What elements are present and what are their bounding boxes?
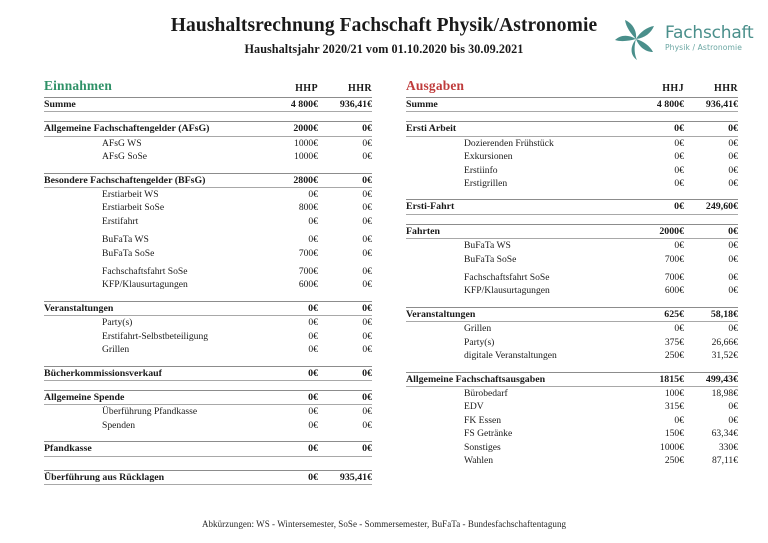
table-row xyxy=(406,164,738,177)
income-row-label: KFP/Klausurtagungen xyxy=(102,279,188,291)
logo-name: Fachschaft xyxy=(665,22,754,43)
income-row-label: Grillen xyxy=(102,344,130,356)
income-row-label: Summe xyxy=(44,99,76,110)
expense-row-value-1: 250€ xyxy=(664,454,684,466)
expense-row-value-1: 0€ xyxy=(674,240,684,252)
table-row xyxy=(406,427,738,440)
table-row xyxy=(406,441,738,454)
expense-row-value-1: 0€ xyxy=(674,137,684,149)
expense-row-value-2: 0€ xyxy=(728,401,738,413)
table-row xyxy=(406,414,738,427)
table-row xyxy=(406,373,738,386)
expense-row-value-1: 0€ xyxy=(674,414,684,426)
income-row-label: Spenden xyxy=(102,419,136,431)
table-row xyxy=(406,336,738,349)
table-row xyxy=(44,343,372,356)
expense-row-label: Erstiinfo xyxy=(464,164,498,176)
expense-row-label: FS Getränke xyxy=(464,428,513,440)
expense-row-label: BuFaTa SoSe xyxy=(464,253,517,265)
expense-row-label: Party(s) xyxy=(464,336,495,348)
income-col-hhr: HHR xyxy=(348,83,372,94)
row-spacer xyxy=(44,381,372,390)
income-row-label: Erstifahrt-Selbstbeteiligung xyxy=(102,330,209,342)
table-row xyxy=(44,316,372,329)
income-row-value-1: 0€ xyxy=(308,443,318,455)
expense-row-value-1: 0€ xyxy=(674,323,684,335)
income-row-label: Bücherkommissionsverkauf xyxy=(44,367,162,379)
income-header-row xyxy=(44,78,372,97)
expense-row-label: EDV xyxy=(464,401,484,413)
expense-row-value-2: 0€ xyxy=(728,285,738,297)
expense-row-value-2: 0€ xyxy=(728,225,738,237)
expense-rows xyxy=(406,97,738,467)
row-spacer xyxy=(44,432,372,441)
row-spacer xyxy=(406,363,738,372)
expense-row-label: Bürobedarf xyxy=(464,387,508,399)
row-spacer xyxy=(44,164,372,173)
expense-row-label: Allgemeine Fachschaftsausgaben xyxy=(406,373,546,385)
income-row-label: Besondere Fachschaftengelder (BFsG) xyxy=(44,174,206,186)
income-row-label: BuFaTa WS xyxy=(102,234,149,246)
document-header xyxy=(0,0,768,70)
income-row-label: Party(s) xyxy=(102,317,133,329)
expense-row-value-2: 0€ xyxy=(728,178,738,190)
expense-row-label: Ersti-Fahrt xyxy=(406,201,455,213)
income-row-value-2: 0€ xyxy=(362,266,372,278)
income-row-value-2: 0€ xyxy=(362,317,372,329)
table-row xyxy=(44,188,372,201)
table-row xyxy=(406,253,738,266)
income-row-value-2: 0€ xyxy=(362,367,372,379)
table-row xyxy=(44,233,372,246)
expense-row-value-2: 18,98€ xyxy=(711,387,738,399)
footer-note: Abkürzungen: WS - Wintersemester, SoSe - Sommersemester, BuFaTa - Bundesfachschaftentagung xyxy=(201,519,567,529)
income-rows xyxy=(44,97,372,485)
income-row-label: Veranstaltungen xyxy=(44,302,114,314)
table-row xyxy=(44,405,372,418)
table-row xyxy=(44,215,372,228)
table-row xyxy=(44,247,372,260)
expense-row-value-2: 87,11€ xyxy=(711,454,738,466)
table-row xyxy=(44,302,372,315)
table-row xyxy=(44,367,372,380)
income-row-value-2: 0€ xyxy=(362,344,372,356)
income-row-label: Allgemeine Fachschaftengelder (AFsG) xyxy=(44,123,210,135)
expense-row-value-1: 315€ xyxy=(664,401,684,413)
income-row-value-1: 800€ xyxy=(298,202,318,214)
expense-row-label: Fachschaftsfahrt SoSe xyxy=(464,272,550,284)
expense-row-value-1: 0€ xyxy=(674,201,684,213)
expense-row-value-1: 0€ xyxy=(674,178,684,190)
income-row-value-1: 0€ xyxy=(308,391,318,403)
expense-row-value-2: 499,43€ xyxy=(705,373,738,385)
income-row-value-1: 0€ xyxy=(308,330,318,342)
income-row-value-1: 0€ xyxy=(308,344,318,356)
expense-row-label: Summe xyxy=(406,99,438,110)
income-row-value-1: 1000€ xyxy=(294,137,318,149)
expense-row-value-2: 63,34€ xyxy=(711,428,738,440)
table-row xyxy=(44,122,372,135)
table-row xyxy=(44,442,372,455)
income-row-value-1: 700€ xyxy=(298,266,318,278)
table-row xyxy=(406,200,738,213)
expense-row-label: Veranstaltungen xyxy=(406,308,476,320)
page-subtitle: Haushaltsjahr 2020/21 vom 01.10.2020 bis 30.09.2021 xyxy=(244,42,524,57)
row-spacer xyxy=(44,457,372,470)
income-row-value-2: 0€ xyxy=(362,215,372,227)
table-rule xyxy=(44,484,372,485)
table-row xyxy=(406,137,738,150)
expense-section-title: Ausgaben xyxy=(406,78,465,93)
expense-column xyxy=(384,78,768,485)
row-spacer xyxy=(406,215,738,224)
expense-row-value-1: 0€ xyxy=(674,164,684,176)
expense-col-hhr: HHR xyxy=(714,83,738,94)
expense-row-value-2: 58,18€ xyxy=(710,308,738,320)
income-column xyxy=(0,78,384,485)
expense-row-value-2: 26,66€ xyxy=(711,336,738,348)
income-section-title: Einnahmen xyxy=(44,78,113,93)
income-row-value-2: 0€ xyxy=(362,137,372,149)
income-row-value-2: 0€ xyxy=(362,189,372,201)
income-row-value-1: 0€ xyxy=(308,302,318,314)
income-row-value-1: 2000€ xyxy=(293,123,318,135)
expense-row-label: Erstigrillen xyxy=(464,178,508,190)
table-row xyxy=(44,98,372,111)
income-row-value-2: 0€ xyxy=(362,419,372,431)
expense-col-hhj: HHJ xyxy=(662,83,684,94)
income-row-label: AFsG SoSe xyxy=(102,151,148,163)
row-spacer xyxy=(44,357,372,366)
expense-row-value-2: 0€ xyxy=(728,151,738,163)
table-row xyxy=(44,150,372,163)
income-row-label: BuFaTa SoSe xyxy=(102,247,155,259)
income-row-value-2: 0€ xyxy=(362,406,372,418)
expense-row-label: Grillen xyxy=(464,323,492,335)
table-row xyxy=(406,400,738,413)
table-row xyxy=(406,387,738,400)
expense-row-label: KFP/Klausurtagungen xyxy=(464,285,550,297)
expense-row-value-2: 249,60€ xyxy=(705,201,738,213)
income-row-value-2: 0€ xyxy=(362,234,372,246)
table-row xyxy=(406,284,738,297)
income-row-label: Pfandkasse xyxy=(44,443,92,455)
expense-row-value-1: 1000€ xyxy=(660,441,684,453)
table-row xyxy=(44,137,372,150)
table-row xyxy=(406,322,738,335)
expense-row-value-2: 0€ xyxy=(728,164,738,176)
row-spacer xyxy=(44,292,372,301)
income-row-value-1: 0€ xyxy=(308,317,318,329)
table-row xyxy=(406,349,738,362)
expense-row-value-2: 0€ xyxy=(728,240,738,252)
income-row-label: AFsG WS xyxy=(102,137,142,149)
table-row xyxy=(406,98,738,111)
expense-row-label: Wahlen xyxy=(464,454,494,466)
row-spacer xyxy=(406,112,738,121)
fachschaft-logo xyxy=(610,10,760,68)
table-row xyxy=(44,471,372,484)
expense-row-value-1: 625€ xyxy=(664,308,684,320)
expense-row-label: Sonstiges xyxy=(464,441,501,453)
table-row xyxy=(406,177,738,190)
income-row-value-2: 0€ xyxy=(362,151,372,163)
expense-row-value-1: 2000€ xyxy=(659,225,684,237)
income-row-value-1: 4 800€ xyxy=(290,99,318,110)
table-row xyxy=(44,330,372,343)
expense-row-value-2: 31,52€ xyxy=(711,350,738,362)
table-row xyxy=(44,174,372,187)
expense-row-value-1: 100€ xyxy=(664,387,684,399)
income-row-label: Erstiarbeit WS xyxy=(102,189,159,201)
expense-row-label: FK Essen xyxy=(464,414,502,426)
income-row-value-2: 0€ xyxy=(362,174,372,186)
income-row-value-2: 936,41€ xyxy=(339,99,372,110)
table-row xyxy=(44,391,372,404)
expense-row-value-1: 0€ xyxy=(674,151,684,163)
expense-row-value-1: 600€ xyxy=(664,285,684,297)
expense-row-value-2: 0€ xyxy=(728,253,738,265)
expense-row-label: BuFaTa WS xyxy=(464,240,511,252)
income-row-value-1: 0€ xyxy=(308,367,318,379)
expense-row-value-2: 0€ xyxy=(728,414,738,426)
income-row-value-2: 0€ xyxy=(362,302,372,314)
expense-row-value-1: 700€ xyxy=(664,272,684,284)
expense-table xyxy=(406,78,738,467)
table-row xyxy=(406,150,738,163)
income-row-value-1: 600€ xyxy=(298,279,318,291)
row-spacer xyxy=(406,190,738,199)
pinwheel-icon xyxy=(610,14,662,64)
income-row-value-2: 0€ xyxy=(362,391,372,403)
table-row xyxy=(44,201,372,214)
expense-row-value-1: 700€ xyxy=(664,253,684,265)
logo-subtitle: Physik / Astronomie xyxy=(665,42,743,52)
table-row xyxy=(406,239,738,252)
income-row-value-1: 0€ xyxy=(308,234,318,246)
expense-row-value-1: 375€ xyxy=(664,336,684,348)
income-row-label: Erstifahrt xyxy=(102,215,139,227)
income-row-value-2: 0€ xyxy=(362,202,372,214)
table-row xyxy=(406,454,738,467)
expense-row-label: Ersti Arbeit xyxy=(406,123,457,135)
row-spacer xyxy=(44,112,372,121)
row-spacer xyxy=(406,298,738,307)
expense-row-value-2: 0€ xyxy=(728,123,738,135)
page-title: Haushaltsrechnung Fachschaft Physik/Astronomie xyxy=(170,15,598,36)
table-row xyxy=(44,265,372,278)
table-row xyxy=(406,225,738,238)
table-row xyxy=(406,308,738,321)
logo-text xyxy=(665,22,754,54)
expense-header-row xyxy=(406,78,738,97)
expense-row-label: Exkursionen xyxy=(464,151,513,163)
income-row-label: Erstiarbeit SoSe xyxy=(102,202,165,214)
income-row-label: Allgemeine Spende xyxy=(44,391,125,403)
expense-row-value-1: 250€ xyxy=(664,350,684,362)
income-row-value-2: 0€ xyxy=(362,330,372,342)
income-row-value-1: 700€ xyxy=(298,247,318,259)
income-row-value-2: 0€ xyxy=(362,247,372,259)
income-row-label: Fachschaftsfahrt SoSe xyxy=(102,266,188,278)
expense-row-value-1: 1815€ xyxy=(659,373,684,385)
income-table xyxy=(44,78,372,485)
income-row-value-1: 2800€ xyxy=(293,174,318,186)
expense-row-value-1: 4 800€ xyxy=(656,99,684,110)
expense-row-value-2: 0€ xyxy=(728,137,738,149)
income-row-value-2: 935,41€ xyxy=(339,471,372,483)
income-row-value-1: 0€ xyxy=(308,419,318,431)
expense-row-value-2: 0€ xyxy=(728,272,738,284)
expense-row-value-2: 936,41€ xyxy=(705,99,738,110)
table-row xyxy=(406,122,738,135)
ledger-columns xyxy=(0,78,768,485)
income-row-value-1: 0€ xyxy=(308,406,318,418)
income-row-value-2: 0€ xyxy=(362,123,372,135)
expense-row-label: Fahrten xyxy=(406,225,441,237)
income-row-value-1: 1000€ xyxy=(294,151,318,163)
income-row-label: Überführung aus Rücklagen xyxy=(44,471,165,483)
expense-row-label: digitale Veranstaltungen xyxy=(464,350,557,362)
table-row xyxy=(406,271,738,284)
expense-row-value-1: 0€ xyxy=(674,123,684,135)
table-row xyxy=(44,419,372,432)
income-row-value-2: 0€ xyxy=(362,443,372,455)
income-row-value-2: 0€ xyxy=(362,279,372,291)
income-row-label: Überführung Pfandkasse xyxy=(102,406,198,418)
expense-row-value-1: 150€ xyxy=(664,428,684,440)
table-row xyxy=(44,278,372,291)
income-row-value-1: 0€ xyxy=(308,215,318,227)
expense-row-label: Dozierenden Frühstück xyxy=(464,137,554,149)
income-col-hhp: HHP xyxy=(295,83,318,94)
expense-row-value-2: 0€ xyxy=(728,323,738,335)
income-row-value-1: 0€ xyxy=(308,189,318,201)
income-row-value-1: 0€ xyxy=(308,471,318,483)
expense-row-value-2: 330€ xyxy=(718,441,738,453)
